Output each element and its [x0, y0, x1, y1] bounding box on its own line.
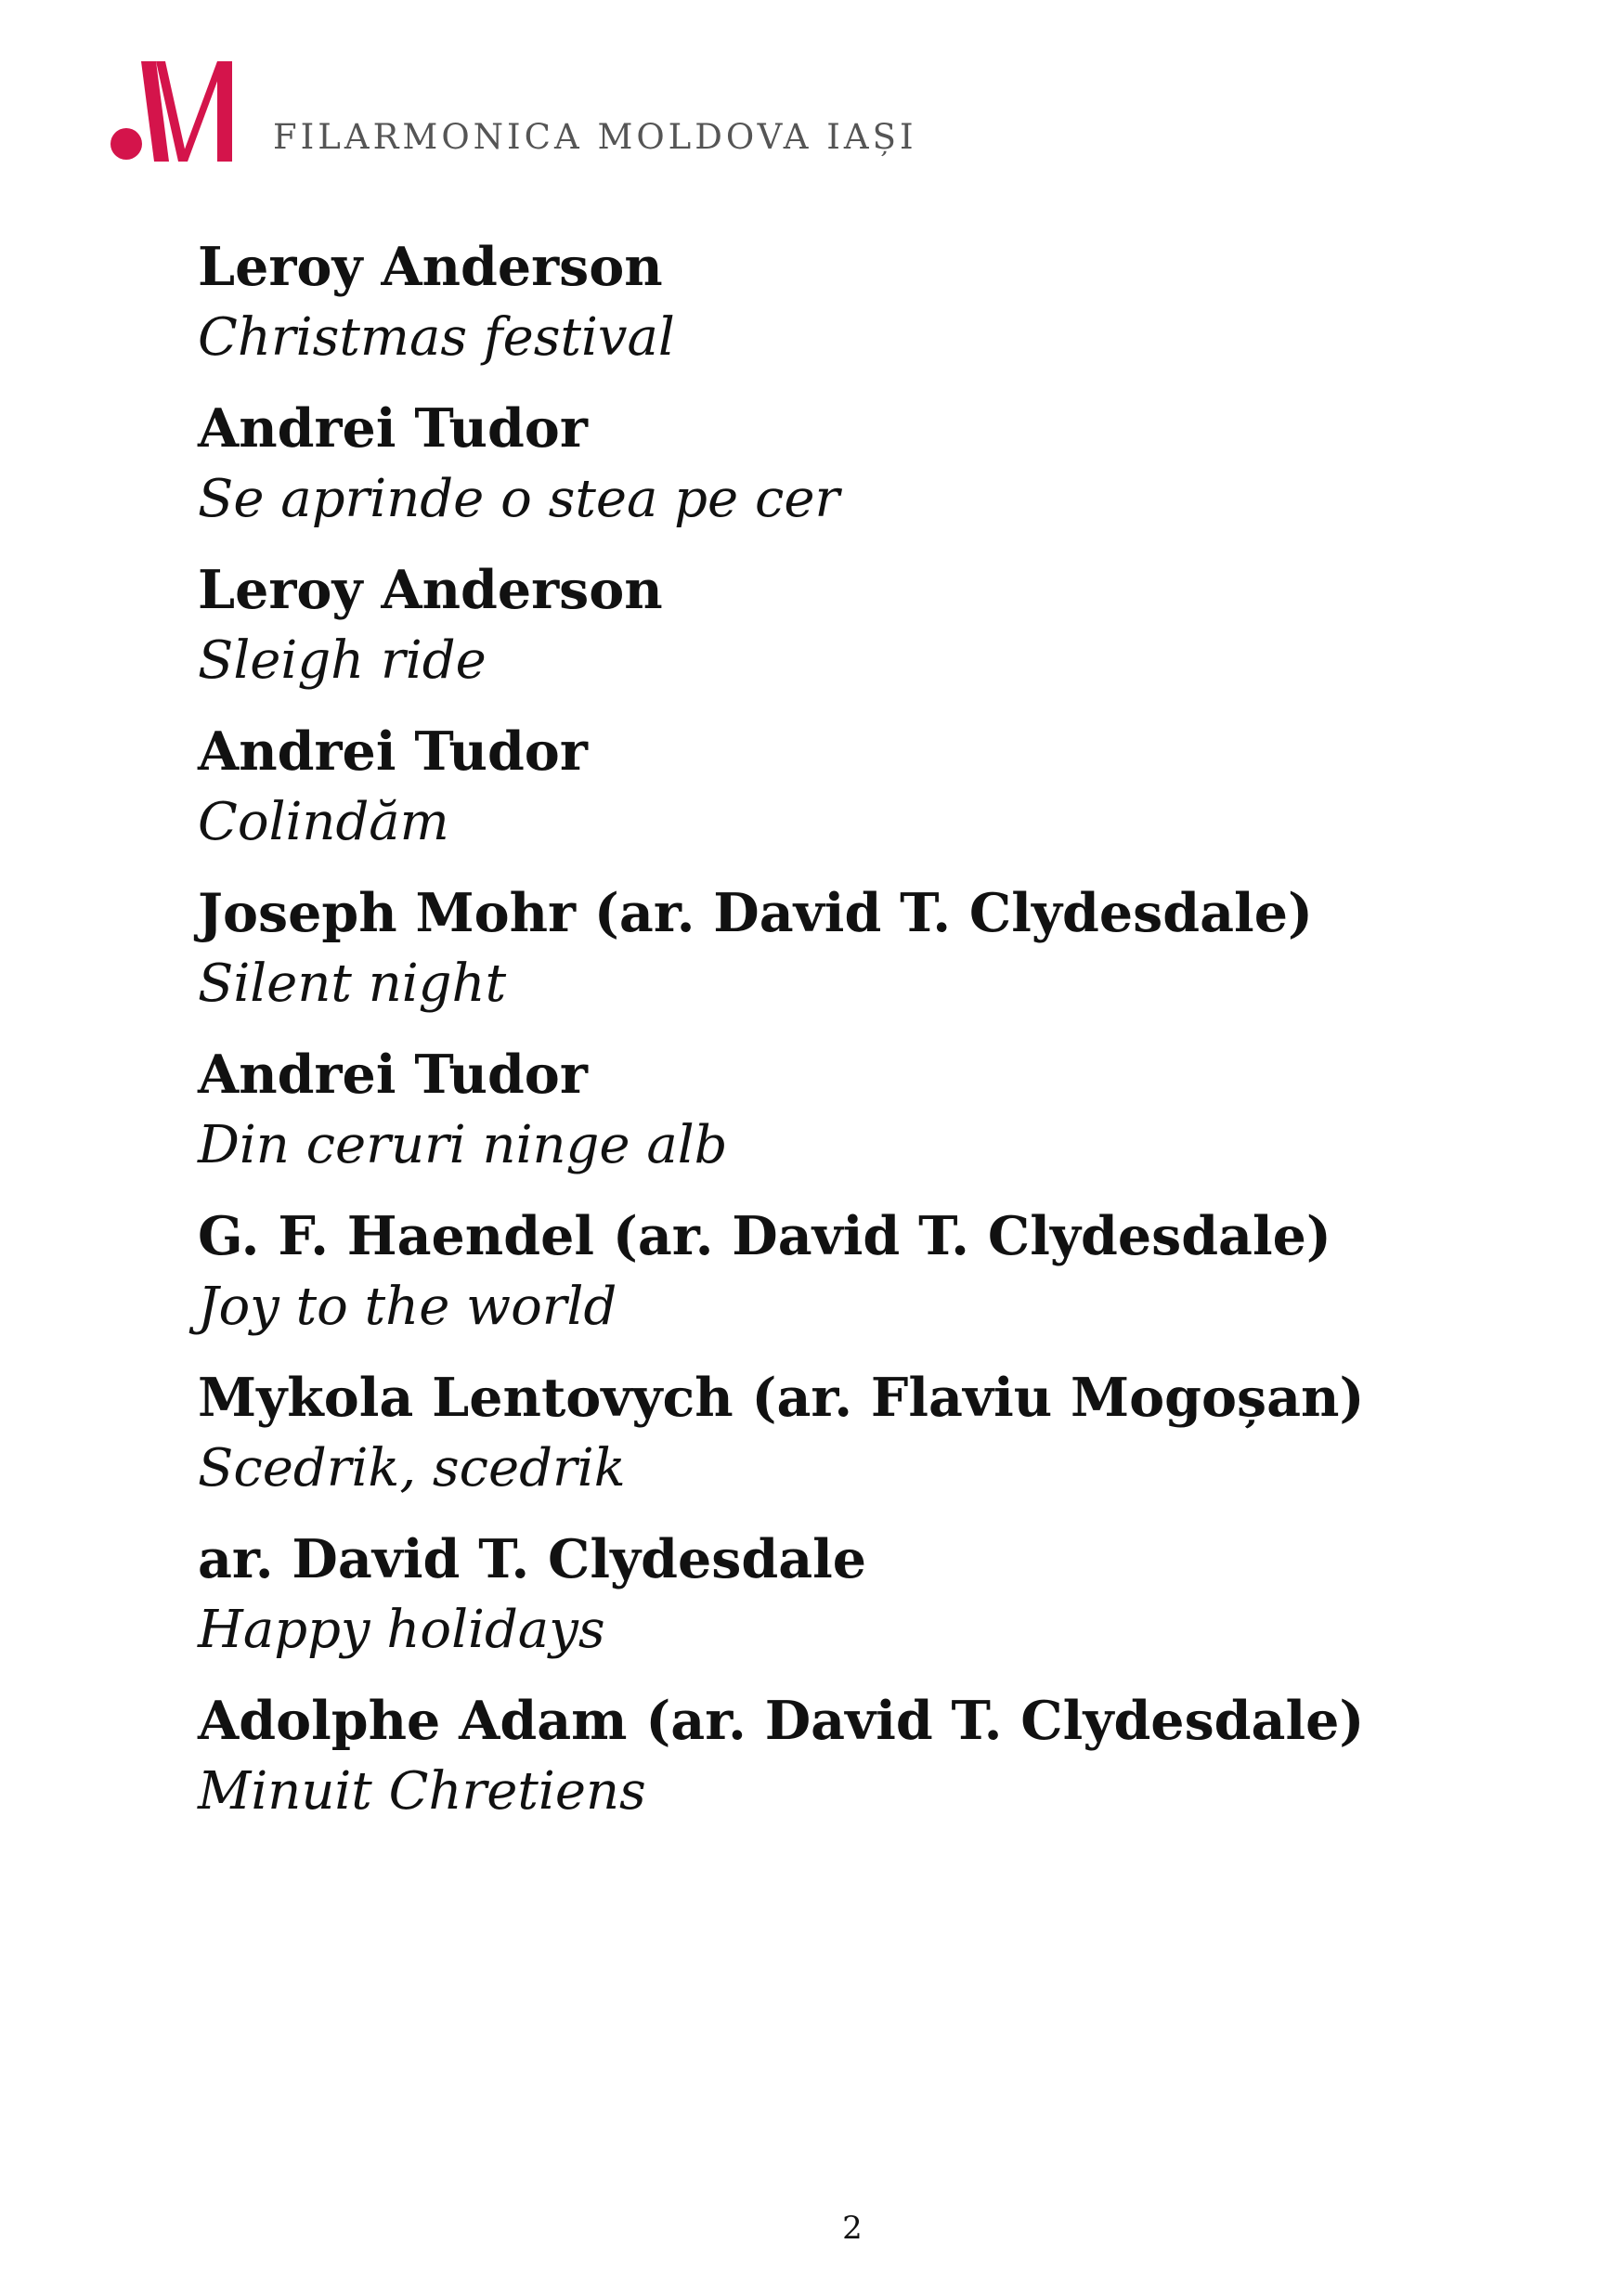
organization-name: FILARMONICA MOLDOVA IAȘI	[273, 117, 917, 157]
program-item	[198, 1686, 1498, 1827]
composer-name: Leroy Anderson	[198, 559, 663, 621]
program-item	[198, 1363, 1498, 1504]
page-number: 2	[842, 2210, 863, 2247]
composer-name: ar. David T. Clydesdale	[198, 1528, 867, 1590]
concert-program-list	[198, 232, 1498, 1848]
program-item	[198, 555, 1498, 696]
piece-title: Din ceruri ninge alb	[198, 1115, 728, 1175]
filarmonica-logo-icon	[110, 58, 236, 162]
program-item	[198, 1040, 1498, 1181]
piece-title: Minuit Chretiens	[198, 1761, 646, 1822]
composer-name: Leroy Anderson	[198, 236, 663, 298]
program-item	[198, 1201, 1498, 1343]
piece-title: Se aprinde o stea pe cer	[198, 469, 840, 529]
program-item	[198, 878, 1498, 1019]
composer-name: Andrei Tudor	[198, 397, 588, 460]
piece-title: Colindăm	[198, 792, 449, 852]
composer-name: Mykola Lentovych (ar. Flaviu Mogoșan)	[198, 1367, 1365, 1429]
composer-name: G. F. Haendel (ar. David T. Clydesdale)	[198, 1205, 1331, 1267]
program-item	[198, 1524, 1498, 1666]
program-item	[198, 232, 1498, 373]
piece-title: Sleigh ride	[198, 630, 487, 691]
piece-title: Silent night	[198, 953, 507, 1014]
composer-name: Joseph Mohr (ar. David T. Clydesdale)	[198, 882, 1313, 944]
piece-title: Happy holidays	[198, 1600, 605, 1660]
composer-name: Adolphe Adam (ar. David T. Clydesdale)	[198, 1690, 1365, 1752]
composer-name: Andrei Tudor	[198, 1044, 588, 1106]
piece-title: Christmas festival	[198, 307, 675, 368]
page-header	[110, 58, 945, 169]
composer-name: Andrei Tudor	[198, 720, 588, 783]
program-item	[198, 394, 1498, 535]
piece-title: Scedrik, scedrik	[198, 1438, 626, 1498]
program-item	[198, 717, 1498, 858]
piece-title: Joy to the world	[198, 1277, 617, 1337]
